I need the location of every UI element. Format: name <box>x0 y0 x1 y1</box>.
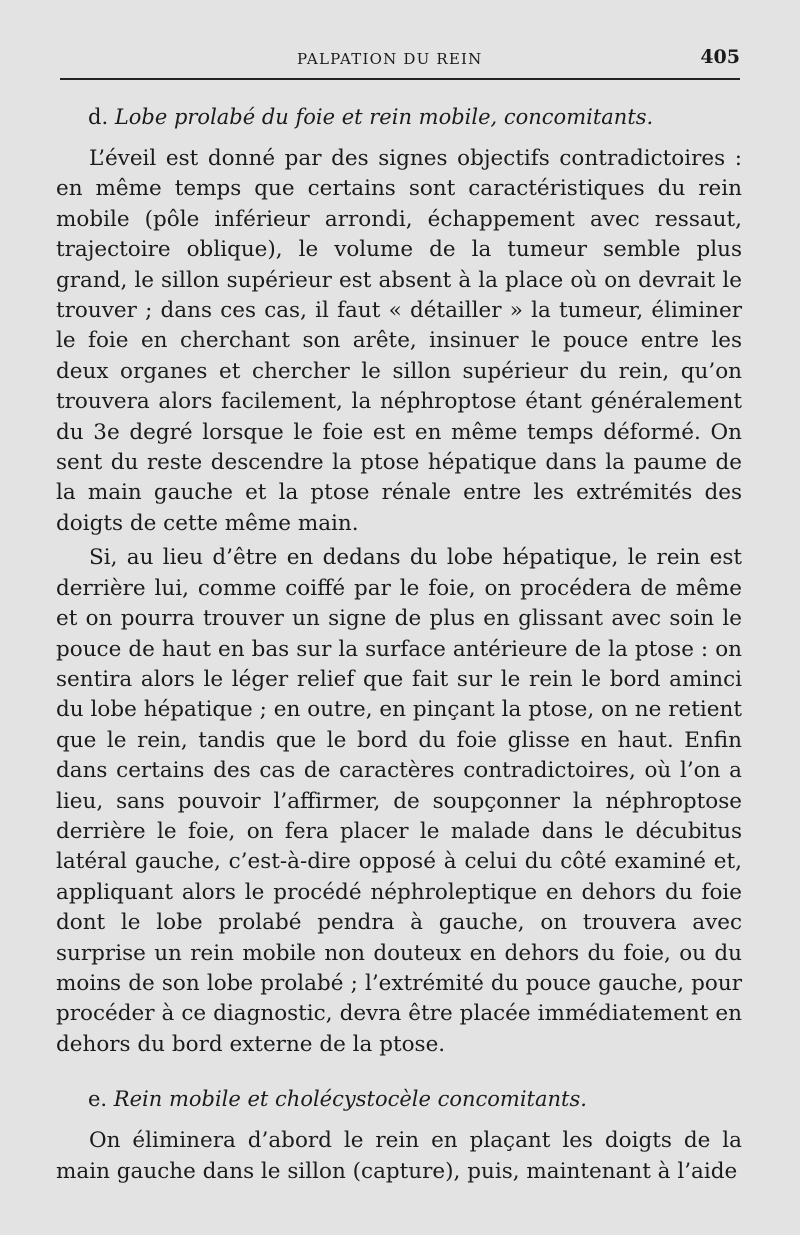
section-title-d: Lobe prolabé du foie et rein mobile, concomitants. <box>114 105 654 129</box>
section-heading-d <box>56 102 742 132</box>
running-head <box>62 44 740 74</box>
header-rule <box>60 78 740 80</box>
paragraph-d-1: L’éveil est donné par des signes objectifs contradictoires : en même temps que certains sont caractéristiques du rein mobile (pôle inférieur arrondi, échappement avec ressaut, trajectoire oblique), le volume de la tumeur semble plus grand, le sillon supérieur est absent à la place où on devrait le trouver ; dans ces cas, il faut « détailler » la tumeur, éliminer le foie en cherchant son arête, insinuer le pouce entre les deux organes et chercher le sillon supérieur du rein, qu’on trouvera alors facilement, la néphroptose étant généralement du 3e degré lorsque le foie est en même temps déformé. On sent du reste descendre la ptose hépatique dans la paume de la main gauche et la ptose rénale entre les extrémités des doigts de cette même main. <box>56 146 742 536</box>
paragraph-e-1: On éliminera d’abord le rein en plaçant les doigts de la main gauche dans le sillon (capture), puis, maintenant à l’aide <box>56 1128 742 1184</box>
running-title: PALPATION DU REIN <box>297 50 483 68</box>
body-text <box>56 102 742 1191</box>
section-spacer <box>56 1064 742 1084</box>
section-label-d: d. <box>88 105 109 129</box>
page-number: 405 <box>700 46 740 68</box>
section-heading-e <box>56 1084 742 1114</box>
paragraph-d-2: Si, au lieu d’être en dedans du lobe hépatique, le rein est derrière lui, comme coiffé par le foie, on procédera de même et on pourra trouver un signe de plus en glissant avec soin le pouce de haut en bas sur la surface antérieure de la ptose : on sentira alors le léger relief que fait sur le rein le bord aminci du lobe hépatique ; en outre, en pinçant la ptose, on ne retient que le rein, tandis que le bord du foie glisse en haut. Enfin dans certains des cas de caractères contradictoires, où l’on a lieu, sans pouvoir l’affirmer, de soupçonner la néphroptose derrière le foie, on fera placer le malade dans le décubitus latéral gauche, c’est-à-dire opposé à celui du côté examiné et, appliquant alors le procédé néphroleptique en dehors du foie dont le lobe prolabé pendra à gauche, on trouvera avec surprise un rein mobile non douteux en dehors du foie, ou du moins de son lobe prolabé ; l’extrémité du pouce gauche, pour procéder à ce diagnostic, devra être placée immédiatement en dehors du bord externe de la ptose. <box>56 545 742 1057</box>
section-label-e: e. <box>88 1087 108 1112</box>
section-title-e: Rein mobile et cholécystocèle concomitants. <box>113 1087 587 1112</box>
